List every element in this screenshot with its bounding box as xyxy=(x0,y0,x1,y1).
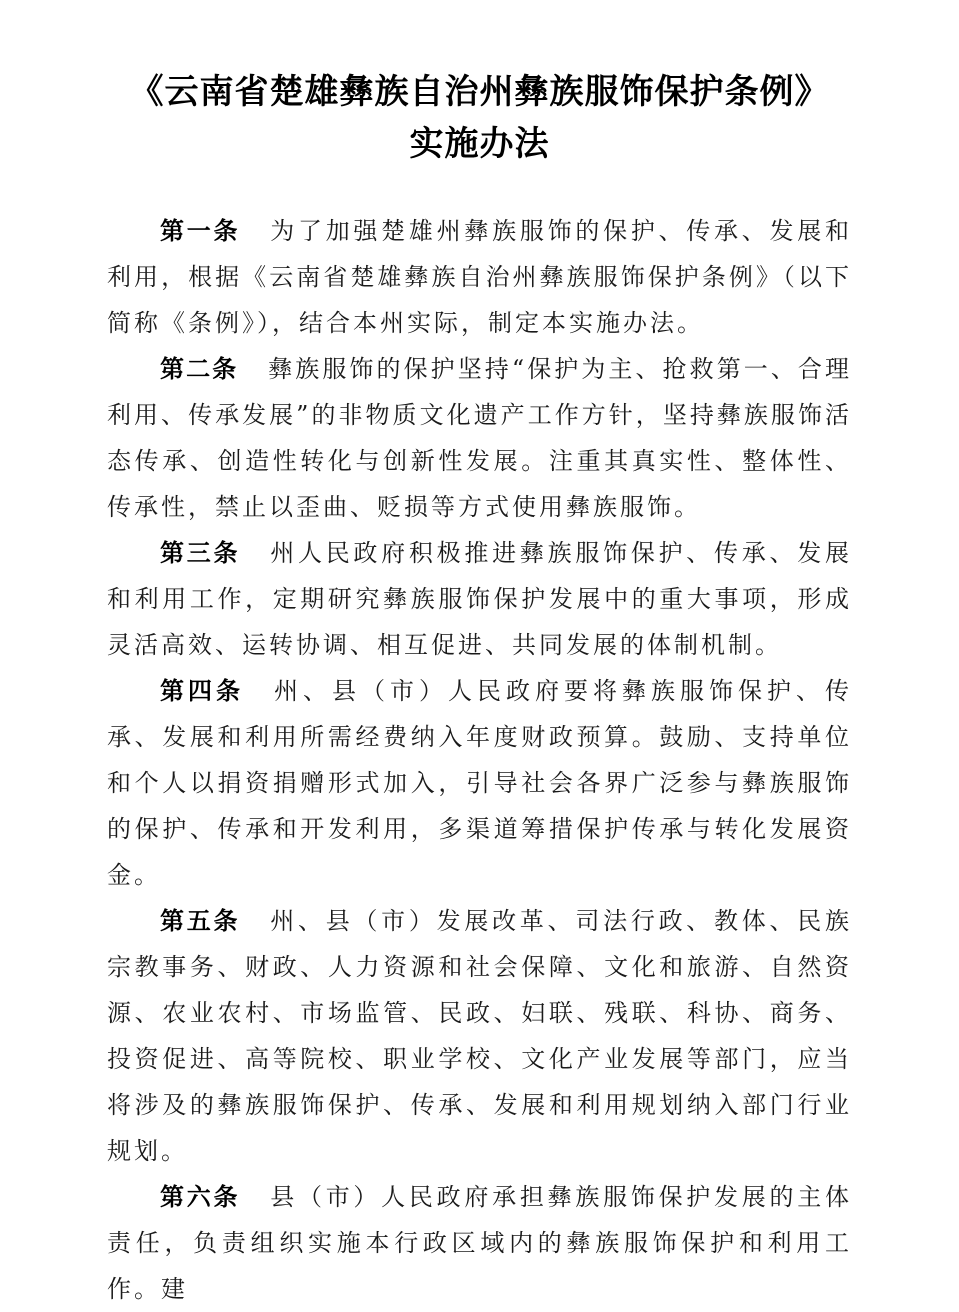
title-line-1: 《云南省楚雄彝族自治州彝族服饰保护条例》 xyxy=(129,72,830,112)
article-text: 州、县（市）发展改革、司法行政、教体、民族宗教事务、财政、人力资源和社会保障、文化和旅游、自然资源、农业农村、市场监管、民政、妇联、残联、科协、商务、投资促进、高等院校、职业学校、文化产业发展等部门，应当将涉及的彝族服饰保护、传承、发展和利用规划纳入部门行业规划。 xyxy=(107,907,852,1165)
article-4 xyxy=(107,668,852,898)
article-number: 第三条 xyxy=(160,539,241,567)
document-body xyxy=(107,208,852,1312)
title-line-2: 实施办法 xyxy=(409,124,550,164)
article-text: 彝族服饰的保护坚持“保护为主、抢救第一、合理利用、传承发展”的非物质文化遗产工作方针，坚持彝族服饰活态传承、创造性转化与创新性发展。注重其真实性、整体性、传承性，禁止以歪曲、贬损等方式使用彝族服饰。 xyxy=(107,355,852,521)
article-number: 第一条 xyxy=(160,217,241,245)
article-number: 第四条 xyxy=(160,677,244,705)
article-3 xyxy=(107,530,852,668)
article-number: 第六条 xyxy=(160,1183,241,1211)
article-text: 州人民政府积极推进彝族服饰保护、传承、发展和利用工作，定期研究彝族服饰保护发展中的重大事项，形成灵活高效、运转协调、相互促进、共同发展的体制机制。 xyxy=(107,539,852,659)
article-number: 第五条 xyxy=(160,907,241,935)
article-text: 为了加强楚雄州彝族服饰的保护、传承、发展和利用，根据《云南省楚雄彝族自治州彝族服饰保护条例》（以下简称《条例》），结合本州实际，制定本实施办法。 xyxy=(107,217,852,337)
article-5 xyxy=(107,898,852,1174)
article-number: 第二条 xyxy=(160,355,239,383)
document-title xyxy=(0,66,959,170)
article-6 xyxy=(107,1174,852,1312)
article-text: 州、县（市）人民政府要将彝族服饰保护、传承、发展和利用所需经费纳入年度财政预算。鼓励、支持单位和个人以捐资捐赠形式加入，引导社会各界广泛参与彝族服饰的保护、传承和开发利用，多渠道筹措保护传承与转化发展资金。 xyxy=(107,677,852,889)
article-2 xyxy=(107,346,852,530)
article-1 xyxy=(107,208,852,346)
article-text: 县（市）人民政府承担彝族服饰保护发展的主体责任，负责组织实施本行政区域内的彝族服饰保护和利用工作。建 xyxy=(107,1183,852,1303)
